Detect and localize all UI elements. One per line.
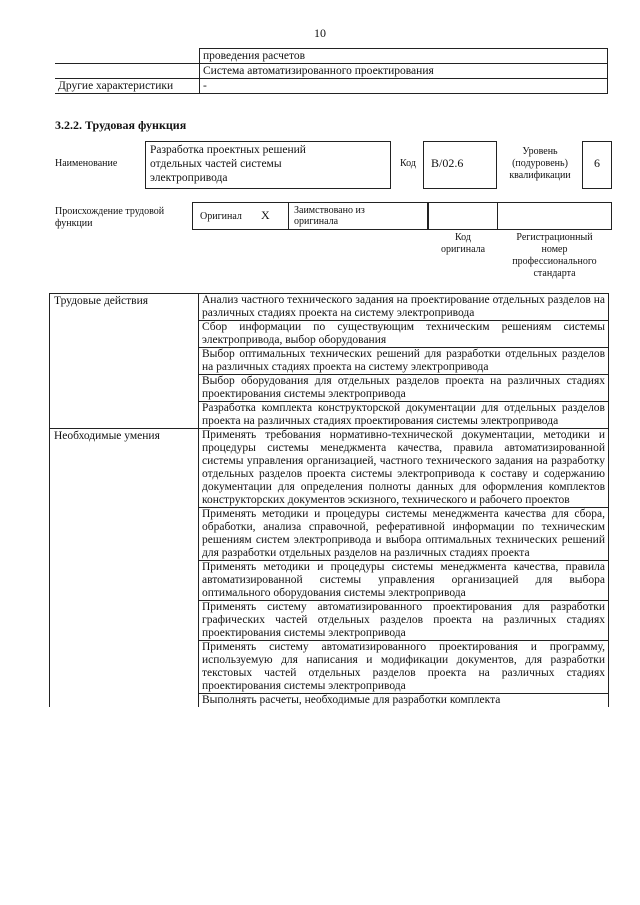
table-cell-label: Другие характеристики [55,79,200,94]
table-cell: Выбор оптимальных технических решений для разработки отдельных разделов на различных стадиях проекта на систему электропривода [199,348,609,375]
reg-caption-line: стандарта [533,268,576,279]
section-label-actions: Трудовые действия [50,294,199,429]
section-label-skills: Необходимые умения [50,429,199,708]
code-caption-line: Код [455,232,471,243]
table-cell: Применять методики и процедуры системы менеджмента качества, правила автоматизированной системы управления организацией для выбора оптимального оборудования системы электропривода [199,561,609,601]
function-name-line: электропривода [150,172,228,184]
code-box [423,141,497,189]
original-label: Оригинал [200,211,242,222]
level-box [582,141,612,189]
reg-caption-line: профессионального [512,256,597,267]
function-name-line: отдельных частей системы [150,158,282,170]
table-cell-value: проведения расчетов [200,49,608,64]
code-caption-line: оригинала [440,244,486,255]
table-cell-value: Система автоматизированного проектирования [200,64,608,79]
table-cell: Сбор информации по существующим техническим решениям системы электропривода, выбор оборудования [199,321,609,348]
page-number: 10 [314,26,326,40]
borrowed-box [288,202,428,230]
table-cell: Применять требования нормативно-технической документации, методики и процедуры системы менеджмента качества, правила автоматизированной системы управления организацией, частного технического задания на разработку отдельных разделов проекта системы электропривода к составу и содержанию документации для определения полноты данных для оформления комплектов конструкторских документов эскизного, технического и рабочего проектов [199,429,609,508]
original-box [192,202,289,230]
table-cell: Выбор оборудования для отдельных разделов проекта на различных стадиях проектирования системы электропривода [199,375,609,402]
table-row [50,429,609,508]
level-value: 6 [594,156,600,170]
table-cell: Разработка комплекта конструкторской документации для отдельных разделов проекта на различных стадиях проектирования системы электропривода [199,402,609,429]
table-cell-label [55,64,200,79]
origin-label-line: Происхождение трудовой [55,206,165,217]
code-caption [428,232,498,256]
origin-code-box [428,202,498,230]
table-cell: Применять методики и процедуры системы менеджмента качества для сбора, обработки, анализа справочной, реферативной информации по техническим решениям систем электропривода и выбора оптимальных технических решений для разработки отдельных разделов на различных стадиях проекта [199,508,609,561]
function-name-line: Разработка проектных решений [150,144,306,156]
reg-caption [497,232,612,280]
original-mark: X [261,208,270,222]
section-title: 3.2.2. Трудовая функция [55,118,187,132]
level-label [500,146,580,182]
name-label: Наименование [55,158,118,169]
borrowed-label-line: Заимствовано из [294,205,365,216]
level-label-line: Уровень [522,146,558,157]
table-row [55,64,608,79]
code-value: B/02.6 [431,156,464,170]
reg-caption-line: Регистрационный [516,232,593,243]
table-row [55,49,608,64]
table-cell: Выполнять расчеты, необходимые для разработки комплекта [199,694,609,708]
level-label-line: (подуровень) [512,158,568,169]
reg-number-box [497,202,612,230]
origin-label [55,206,164,230]
table-cell-value: - [200,79,608,94]
table-cell: Применять систему автоматизированного проектирования и программу, используемую для написания и модификации документов, для разработки текстовых частей отдельных разделов проекта на различных стадиях проектирования системы электропривода [199,641,609,694]
reg-caption-line: номер [541,244,568,255]
top-table [55,48,608,94]
function-name-box [145,141,391,189]
origin-label-line: функции [55,218,93,229]
table-row [50,294,609,321]
code-label: Код [400,158,416,169]
borrowed-label-line: оригинала [294,216,339,227]
table-cell: Применять систему автоматизированного проектирования для разработки графических частей отдельных разделов проекта на различных стадиях проектирования системы электропривода [199,601,609,641]
main-table [49,293,609,707]
table-row [55,79,608,94]
level-label-line: квалификации [509,170,571,181]
table-cell-label [55,49,200,64]
table-cell: Анализ частного технического задания на проектирование отдельных разделов на различных стадиях проекта на систему электропривода [199,294,609,321]
